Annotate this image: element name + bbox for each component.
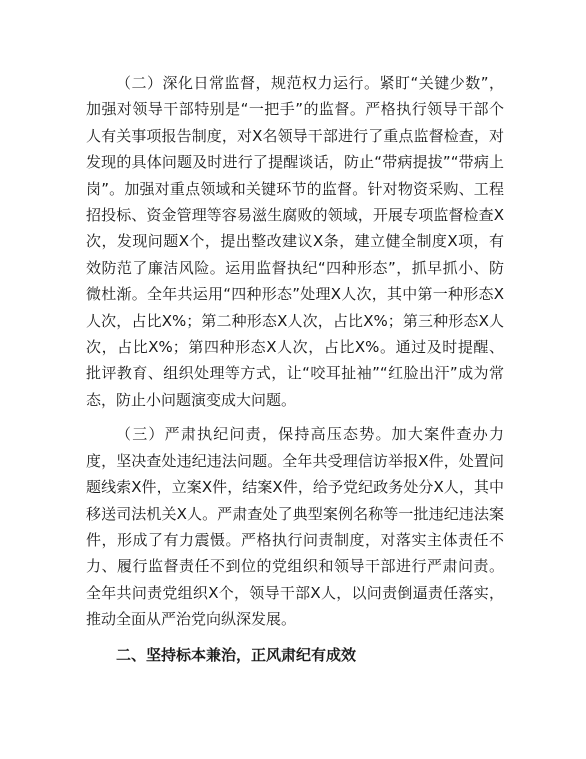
section-heading: 二、坚持标本兼治，正风肃纪有成效: [116, 645, 357, 664]
paragraph-discipline-accountability: （三）严肃执纪问责，保持高压态势。加大案件查办力度，坚决查处违纪违法问题。全年共受理信访举报X件，处置问题线索X件，立案X件，结案X件，给予党纪政务处分X人，其中移送司法机关X人。严肃查处了典型案例名称等一批违纪违法案件，形成了有力震慑。严格执行问责制度，对落实主体责任不力、履行监督责任不到位的党组织和领导干部进行严肃问责。全年共问责党组织X个，领导干部X人，以问责倒逼责任落实，推动全面从严治党向纵深发展。: [86, 425, 504, 629]
document-page: [86, 70, 504, 668]
paragraph-daily-supervision: （二）深化日常监督，规范权力运行。紧盯“关键少数”，加强对领导干部特别是“一把手”的监督。严格执行领导干部个人有关事项报告制度，对X名领导干部进行了重点监督检查，对发现的具体问题及时进行了提醒谈话，防止“带病提拔”“带病上岗”。加强对重点领域和关键环节的监督。针对物资采购、工程招投标、资金管理等容易滋生腐败的领域，开展专项监督检查X次，发现问题X个，提出整改建议X条，建立健全制度X项，有效防范了廉洁风险。运用监督执纪“四种形态”，抓早抓小、防微杜渐。全年共运用“四种形态”处理X人次，其中第一种形态X人次，占比X%；第二种形态X人次，占比X%；第三种形态X人次，占比X%；第四种形态X人次，占比X%。通过及时提醒、批评教育、组织处理等方式，让“咬耳扯袖”“红脸出汗”成为常态，防止小问题演变成大问题。: [86, 74, 504, 409]
